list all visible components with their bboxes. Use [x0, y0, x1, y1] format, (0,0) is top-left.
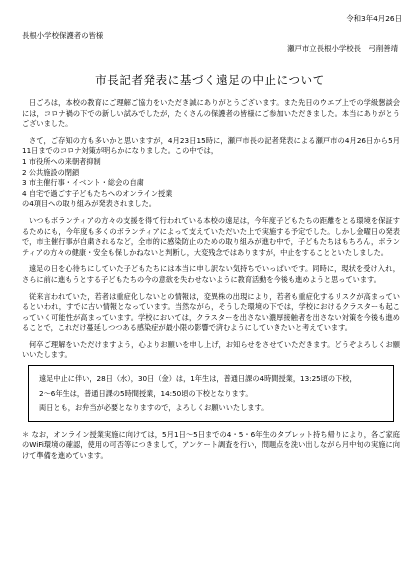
paragraph-greeting: 日ごろは，本校の教育にご理解ご協力をいただき誠にありがとうございます。また先日のウエブ上での学級懇談会には，コロナ禍の下での新しい試みでしたが，たくさんの保護者の皆様にご参加いただきました。本当にありがとうございました。 — [22, 98, 400, 129]
notice-line: 2～6年生は，普通日課の5時間授業，14:50頃の下校となります。 — [39, 388, 253, 398]
letter-body — [22, 98, 400, 462]
paragraph-closing: 何卒ご理解をいただけますよう，心よりお願いを申し上げ，お知らせをさせていただきます。どうぞよろしくお願いいたします。 — [22, 339, 400, 360]
list-item: 1 市役所への来朝者抑制 — [22, 156, 101, 166]
paragraph-apology: 遠足の日を心待ちにしていた子どもたちには本当に申し訳ない気持ちでいっぱいです。同時に，現状を受け入れ，さらに前に進もうとする子どもたちの今の意欲を失わせないように教育活動を今後も進めようと思っています。 — [22, 264, 400, 284]
addressee: 長根小学校保護者の皆様 — [22, 31, 104, 40]
list-item: 4 自宅で過ごす子どもたちへのオンライン授業 — [22, 188, 173, 198]
sender-signature: 瀬戸市立長根小学校長 弓削善靖 — [287, 44, 398, 53]
document-title: 市長記者発表に基づく遠足の中止について — [95, 73, 325, 87]
paragraph-infection-risk: 従来言われていた，若者は重症化しないとの情報は，変異株の出現により，若者も重症化するリスクが高まっているといわれ，すでに古い情報となっています。当然ながら，そうした環境の下では，学校におけるクラスターも起こっていく可能性が高まっています。学校においては，クラスターを出さない濃厚接触者を出さない対策を今後も進めることで，これだけ蔓延しつつある感染症が最小限の影響で済むようにしていきたいと考えています。 — [22, 291, 400, 333]
paragraph-measures-summary: の4項目への取り組みが発表されました。 — [22, 199, 156, 209]
measures-list — [22, 157, 400, 199]
list-item: 2 公共施設の閉鎖 — [22, 167, 80, 177]
notice-line: 両日とも，お弁当が必要となりますので，よろしくお願いいたします。 — [39, 403, 269, 413]
paragraph-cancellation: いつもボランティアの方々の支援を得て行われている本校の遠足は，今年度子どもたちの距離をとる環境を保証するためにも，今年度も多くのボランティアによって支えていただいた上で実施する予定でした。しかし金曜日の発表で，市主催行事が自粛されるなど，全市的に感染防止のための取り組みが進む中で，子どもたちはもちろん，ボランティアの方々の健康・安全も保しかねないと判断し，大変残念ではありますが，中止をすることといたしました。 — [22, 215, 400, 257]
schedule-notice-box — [28, 365, 394, 422]
list-item: 3 市主催行事・イベント・総会の自粛 — [22, 178, 144, 188]
footnote-online-lessons: ＊ なお，オンライン授業実施に向けては，5月1日～5日までの4・5・6年生のタブレット持ち帰りにより，各ご家庭のWiFi環境の確認，使用の可否等につきまして，アンケート調査を行い，問題点を洗い出しながら月中旬の実施に向けて準備を進めています。 — [22, 429, 400, 461]
letter-date: 令和3年4月26日 — [346, 14, 402, 23]
notice-line: 遠足中止に伴い，28日（水），30日（金）は，1年生は，普通日課の4時間授業，13:25頃の下校， — [39, 374, 357, 384]
paragraph-announcement: さて，ご存知の方も多いかと思いますが，4月23日15時に，瀬戸市長の記者発表による瀬戸市の4月26日から5月11日までのコロナ対策が明らかになりました。この中では， — [22, 135, 400, 156]
